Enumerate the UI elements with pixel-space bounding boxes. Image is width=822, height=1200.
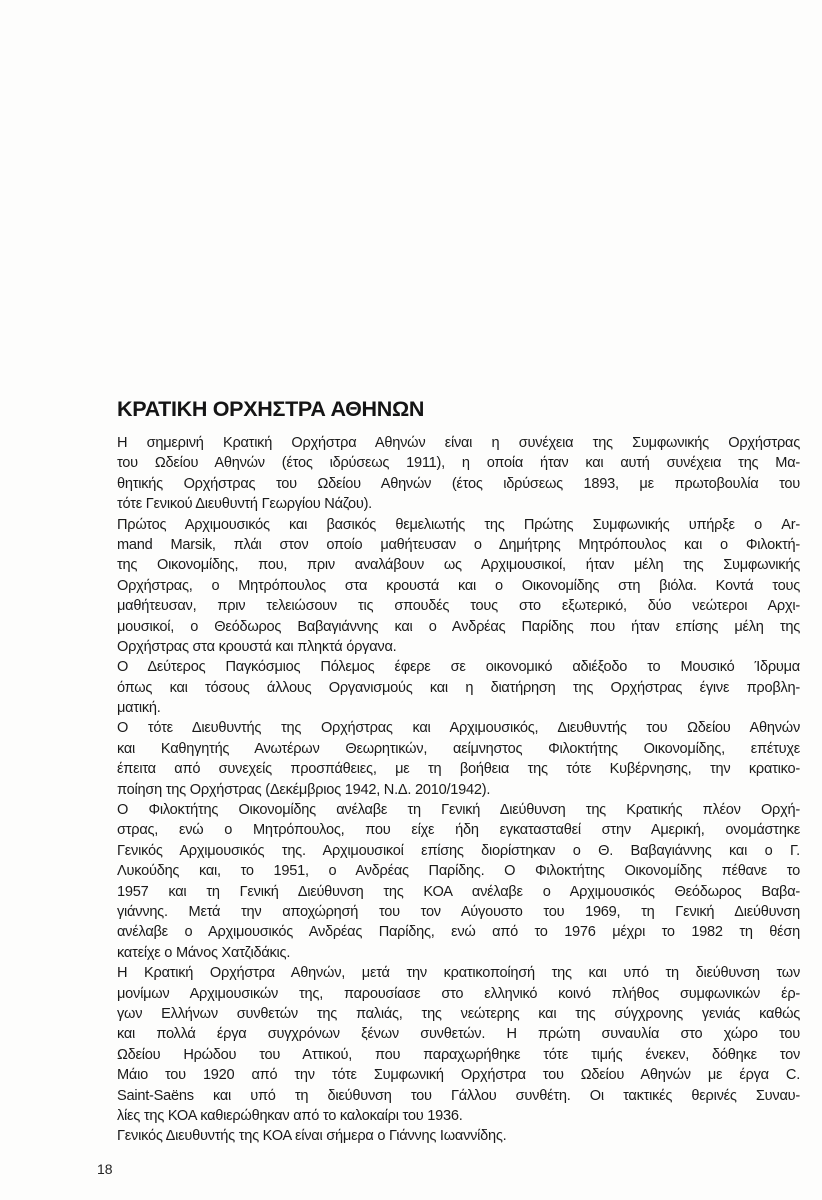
text-line: Μάιο του 1920 από την τότε Συμφωνική Ορχήστρα του Ωδείου Αθηνών με έργα C. <box>117 1067 800 1084</box>
text-line: κατείχε ο Μάνος Χατζιδάκις. <box>117 944 291 961</box>
text-line: λίες της ΚΟΑ καθιερώθηκαν από το καλοκαίρι του 1936. <box>117 1107 463 1124</box>
text-line: και Καθηγητής Ανωτέρων Θεωρητικών, αείμνηστος Φιλοκτήτης Οικονομίδης, επέτυχε <box>117 740 800 757</box>
text-line: θητικής Ορχήστρας του Ωδείου Αθηνών (έτος ιδρύσεως 1893, με πρωτοβουλία του <box>117 475 800 492</box>
page-number: 18 <box>97 1161 113 1177</box>
text-line: Ο Φιλοκτήτης Οικονομίδης ανέλαβε τη Γενική Διεύθυνση της Κρατικής πλέον Ορχή- <box>117 802 800 819</box>
text-line: Λυκούδης και, το 1951, ο Ανδρέας Παρίδης. Ο Φιλοκτήτης Οικονομίδης πέθανε το <box>117 863 800 880</box>
text-line: Γενικός Διευθυντής της ΚΟΑ είναι σήμερα ο Γιάννης Ιωαννίδης. <box>117 1128 507 1145</box>
text-line: Η σημερινή Κρατική Ορχήστρα Αθηνών είναι η συνέχεια της Συμφωνικής Ορχήστρας <box>117 435 800 451</box>
text-line: τότε Γενικού Διευθυντή Γεωργίου Νάζου). <box>117 496 372 513</box>
text-line: μαθήτευσαν, πριν τελειώσουν τις σπουδές τους στο εξωτερικό, δύο νεώτεροι Αρχι- <box>117 598 800 615</box>
page-title: ΚΡΑΤΙΚΗ ΟΡΧΗΣΤΡΑ ΑΘΗΝΩΝ <box>117 397 425 421</box>
text-line: στρας, ενώ ο Μητρόπουλος, που είχε ήδη εγκατασταθεί στην Αμερική, ονομάστηκε <box>117 822 800 839</box>
text-line: μουσικοί, ο Θεόδωρος Βαβαγιάννης και ο Ανδρέας Παρίδης που ήταν επίσης μέλη της <box>117 618 800 635</box>
text-line: μονίμων Αρχιμουσικών της, παρουσίασε στο ελληνικό κοινό πλήθος συμφωνικών έρ- <box>117 985 800 1002</box>
text-line: έπειτα από συνεχείς προσπάθειες, με τη βοήθεια της τότε Κυβέρνησης, την κρατικο- <box>117 761 800 778</box>
text-line: 1957 και τη Γενική Διεύθυνση της ΚΟΑ ανέλαβε ο Αρχιμουσικός Θεόδωρος Βαβα- <box>117 883 800 900</box>
text-line: Saint-Saëns και υπό τη διεύθυνση του Γάλλου συνθέτη. Οι τακτικές θερινές Συναυ- <box>117 1087 800 1104</box>
text-line: γων Ελλήνων συνθετών της παλιάς, της νεώτερης και της σύγχρονης γενιάς καθώς <box>117 1005 800 1022</box>
text-line: Ο Δεύτερος Παγκόσμιος Πόλεμος έφερε σε οικονομικό αδιέξοδο το Μουσικό Ίδρυμα <box>117 659 800 676</box>
text-line: Ορχήστρας, ο Μητρόπουλος στα κρουστά και ο Οικονομίδης στη βιόλα. Κοντά τους <box>117 577 800 594</box>
text-line: της Οικονομίδης, που, πριν αναλάβουν ως Αρχιμουσικοί, ήταν μέλη της Συμφωνικής <box>117 557 800 574</box>
text-line: γιάννης. Μετά την αποχώρησή του τον Αύγουστο του 1969, τη Γενική Διεύθυνση <box>117 903 800 920</box>
text-line: του Ωδείου Αθηνών (έτος ιδρύσεως 1911), η οποία ήταν και αυτή συνέχεια της Μα- <box>117 455 800 472</box>
text-line: Γενικός Αρχιμουσικός της. Αρχιμουσικοί επίσης διορίστηκαν ο Θ. Βαβαγιάννης και ο Γ. <box>117 842 800 859</box>
text-line: ανέλαβε ο Αρχιμουσικός Ανδρέας Παρίδης, ενώ από το 1976 μέχρι το 1982 τη θέση <box>117 924 800 941</box>
text-line: Ο τότε Διευθυντής της Ορχήστρας και Αρχιμουσικός, Διευθυντής του Ωδείου Αθηνών <box>117 720 800 737</box>
article-body <box>117 433 800 1147</box>
text-line: Ορχήστρας στα κρουστά και πληκτά όργανα. <box>117 638 397 655</box>
text-line: όπως και τόσους άλλους Οργανισμούς και η διατήρηση της Ορχήστρας έγινε προβλη- <box>117 679 800 696</box>
text-line: Η Κρατική Ορχήστρα Αθηνών, μετά την κρατικοποίησή της και υπό τη διεύθυνση των <box>117 965 800 982</box>
text-line: Ωδείου Ηρώδου του Αττικού, που παραχωρήθηκε τότε τιμής ένεκεν, δόθηκε τον <box>117 1046 800 1063</box>
text-line: ματική. <box>117 700 161 717</box>
text-line: και πολλά έργα συγχρόνων ξένων συνθετών. Η πρώτη συναυλία στο χώρο του <box>117 1026 800 1043</box>
text-line: ποίηση της Ορχήστρας (Δεκέμβριος 1942, Ν.Δ. 2010/1942). <box>117 781 491 798</box>
text-line: Πρώτος Αρχιμουσικός και βασικός θεμελιωτής της Πρώτης Συμφωνικής υπήρξε ο Ar- <box>117 516 800 533</box>
text-line: mand Marsik, πλάι στον οποίο μαθήτευσαν ο Δημήτρης Μητρόπουλος και ο Φιλοκτή- <box>117 536 800 553</box>
